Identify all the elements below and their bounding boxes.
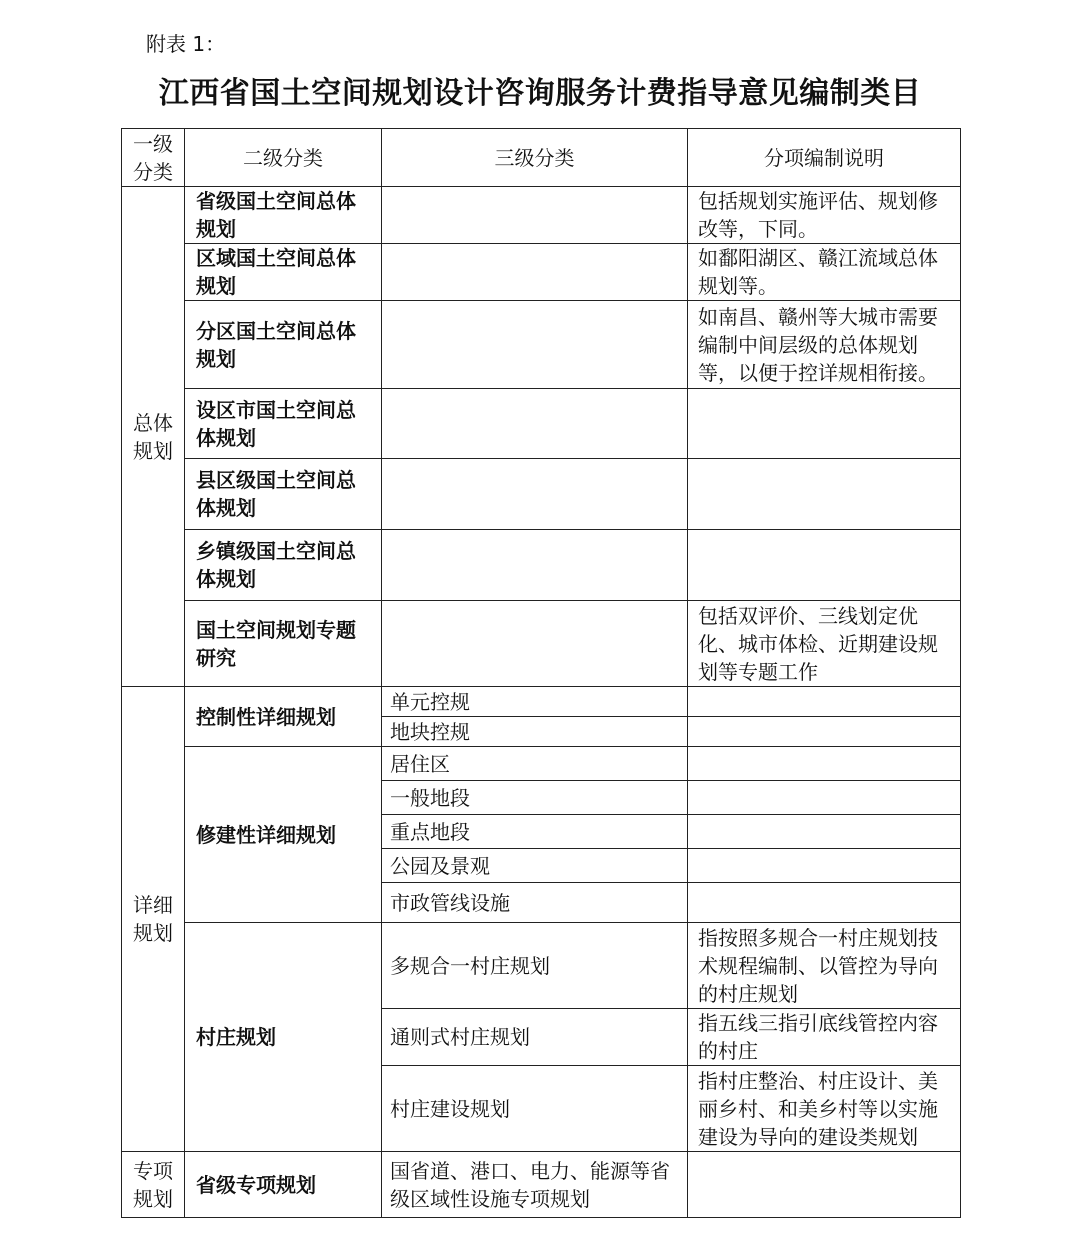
level3-cell <box>382 459 688 530</box>
group-name: 专项规划 <box>122 1152 185 1218</box>
level3-cell: 地块控规 <box>382 717 688 747</box>
table-row <box>122 459 961 530</box>
note-cell: 包括双评价、三线划定优化、城市体检、近期建设规划等专题工作 <box>688 601 961 687</box>
group-name: 总体规划 <box>122 187 185 687</box>
table-row <box>122 687 961 717</box>
table-row <box>122 1152 961 1218</box>
level2-cell: 分区国土空间总体规划 <box>185 301 382 389</box>
header-level1: 一级 分类 <box>122 129 185 187</box>
note-cell <box>688 459 961 530</box>
header-note: 分项编制说明 <box>688 129 961 187</box>
level2-cell: 村庄规划 <box>185 923 382 1152</box>
level3-cell: 一般地段 <box>382 781 688 815</box>
level3-cell: 居住区 <box>382 747 688 781</box>
level3-cell: 公园及景观 <box>382 849 688 883</box>
level2-cell: 修建性详细规划 <box>185 747 382 923</box>
note-cell <box>688 883 961 923</box>
level2-cell: 省级专项规划 <box>185 1152 382 1218</box>
level2-cell: 区域国土空间总体规划 <box>185 244 382 301</box>
level2-cell: 控制性详细规划 <box>185 687 382 747</box>
note-cell <box>688 849 961 883</box>
level2-cell: 县区级国土空间总体规划 <box>185 459 382 530</box>
note-cell: 如南昌、赣州等大城市需要编制中间层级的总体规划等，以便于控详规相衔接。 <box>688 301 961 389</box>
table-row <box>122 301 961 389</box>
note-cell <box>688 747 961 781</box>
note-cell: 如鄱阳湖区、赣江流域总体规划等。 <box>688 244 961 301</box>
note-cell: 指村庄整治、村庄设计、美丽乡村、和美乡村等以实施建设为导向的建设类规划 <box>688 1066 961 1152</box>
note-cell <box>688 389 961 459</box>
level2-cell: 乡镇级国土空间总体规划 <box>185 530 382 601</box>
level3-cell: 单元控规 <box>382 687 688 717</box>
level2-cell: 省级国土空间总体规划 <box>185 187 382 244</box>
level3-cell <box>382 601 688 687</box>
note-cell: 指五线三指引底线管控内容的村庄 <box>688 1009 961 1066</box>
level3-cell <box>382 389 688 459</box>
note-cell <box>688 1152 961 1218</box>
group-name: 详细规划 <box>122 687 185 1152</box>
table-row <box>122 389 961 459</box>
note-cell <box>688 687 961 717</box>
level3-cell: 村庄建设规划 <box>382 1066 688 1152</box>
level2-cell: 国土空间规划专题研究 <box>185 601 382 687</box>
note-cell: 包括规划实施评估、规划修改等，下同。 <box>688 187 961 244</box>
note-cell <box>688 815 961 849</box>
level3-cell <box>382 244 688 301</box>
level3-cell: 重点地段 <box>382 815 688 849</box>
level2-cell: 设区市国土空间总体规划 <box>185 389 382 459</box>
level3-cell: 通则式村庄规划 <box>382 1009 688 1066</box>
table-row <box>122 530 961 601</box>
header-level2: 二级分类 <box>185 129 382 187</box>
table-row <box>122 923 961 1009</box>
table-row <box>122 244 961 301</box>
note-cell <box>688 717 961 747</box>
page-title: 江西省国土空间规划设计咨询服务计费指导意见编制类目 <box>158 76 922 111</box>
level3-cell <box>382 530 688 601</box>
level3-cell: 国省道、港口、电力、能源等省级区域性设施专项规划 <box>382 1152 688 1218</box>
note-cell: 指按照多规合一村庄规划技术规程编制、以管控为导向的村庄规划 <box>688 923 961 1009</box>
level3-cell <box>382 187 688 244</box>
header-row <box>122 129 961 187</box>
level3-cell: 多规合一村庄规划 <box>382 923 688 1009</box>
level3-cell <box>382 301 688 389</box>
appendix-label: 附表 1： <box>146 32 226 56</box>
note-cell <box>688 530 961 601</box>
header-level3: 三级分类 <box>382 129 688 187</box>
catalog-table <box>121 128 961 1218</box>
table-row <box>122 747 961 781</box>
table-row <box>122 601 961 687</box>
level3-cell: 市政管线设施 <box>382 883 688 923</box>
table-row <box>122 187 961 244</box>
note-cell <box>688 781 961 815</box>
